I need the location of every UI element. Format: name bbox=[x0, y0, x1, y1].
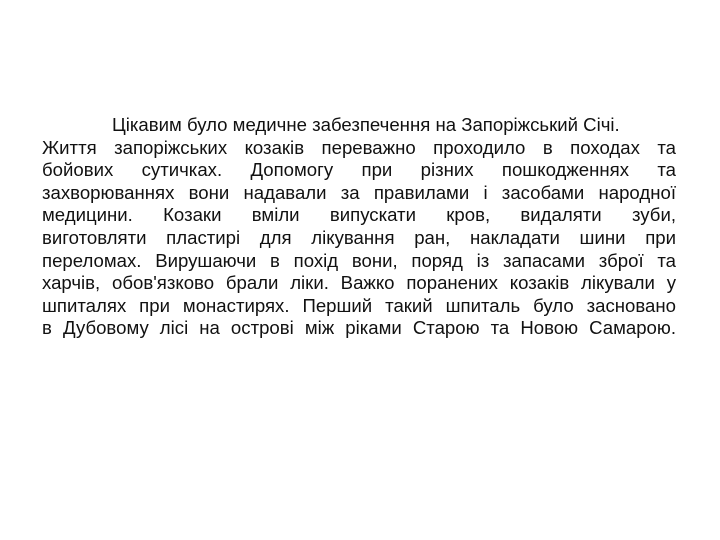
text-line: медицини. Козаки вміли випускати кров, видаляти зуби, bbox=[42, 204, 676, 226]
text-line: Життя запоріжських козаків переважно проходило в походах та bbox=[42, 136, 676, 158]
text-line: шпиталях при монастирях. Перший такий шпиталь було засновано bbox=[42, 294, 676, 316]
text-line: Цікавим було медичне забезпечення на Запоріжський Січі. bbox=[112, 114, 620, 135]
text-line: бойових сутичках. Допомогу при різних пошкодженнях та bbox=[42, 159, 676, 181]
text-line: переломах. Вирушаючи в похід вони, поряд із запасами зброї та bbox=[42, 249, 676, 271]
text-line: в Дубовому лісі на острові між ріками Старою та Новою Самарою. bbox=[42, 317, 676, 339]
text-line: виготовляти пластирі для лікування ран, накладати шини при bbox=[42, 226, 676, 248]
text-line: харчів, обов'язково брали ліки. Важко поранених козаків лікували у bbox=[42, 272, 676, 294]
text-line: захворюваннях вони надавали за правилами і засобами народної bbox=[42, 181, 676, 203]
paragraph bbox=[42, 114, 676, 340]
